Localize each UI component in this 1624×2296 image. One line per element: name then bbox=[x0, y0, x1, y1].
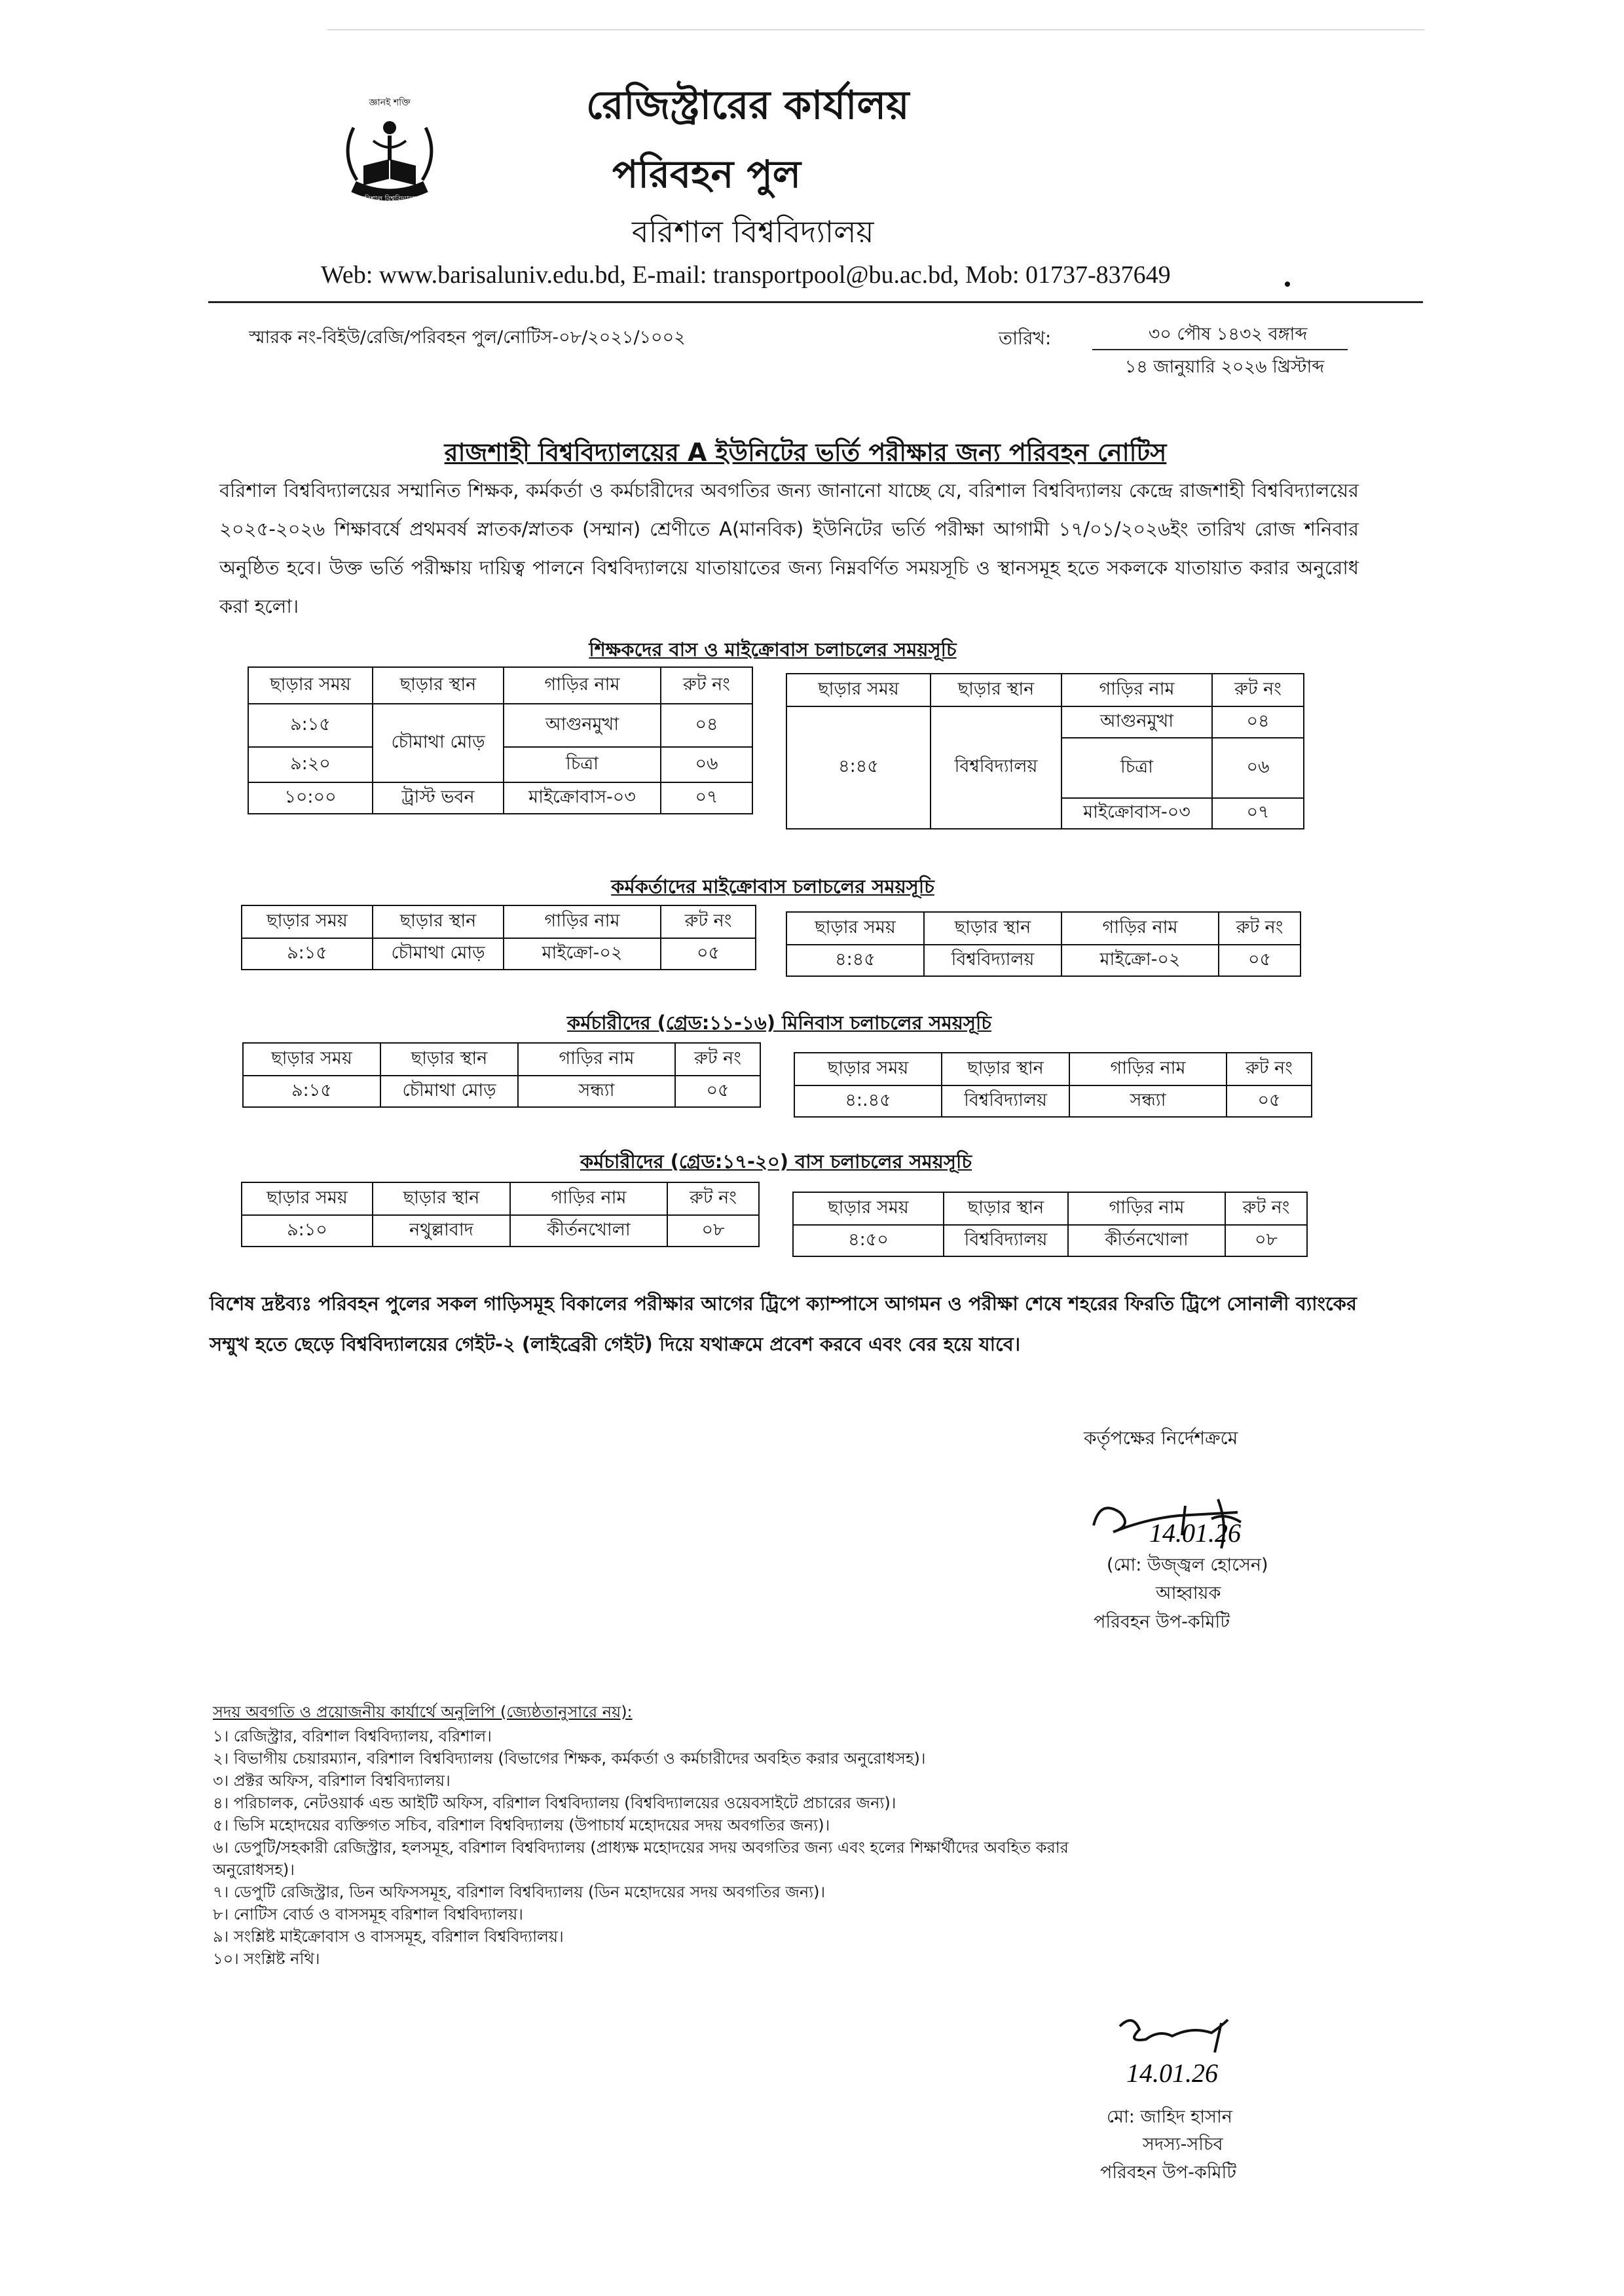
list-item: ২। বিভাগীয় চেয়ারম্যান, বরিশাল বিশ্ববিদ্যালয় (বিভাগের শিক্ষক, কর্মকর্তা ও কর্মচারীদের অবহিত করার অনুরোধসহ)। bbox=[213, 1749, 926, 1768]
route-number: ০৪ bbox=[661, 704, 752, 747]
col-header: ছাড়ার স্থান bbox=[942, 1053, 1069, 1085]
signatory-2-name: মো: জাহিদ হাসান bbox=[1107, 2107, 1232, 2127]
vehicle-name: মাইক্রোবাস-০৩ bbox=[504, 782, 661, 814]
dot-mark bbox=[1285, 282, 1290, 287]
vehicle-name: মাইক্রোবাস-০৩ bbox=[1061, 798, 1212, 829]
date-bangla: ৩০ পৌষ ১৪৩২ বঙ্গাব্দ bbox=[1148, 324, 1308, 344]
logo-name: বরিশাল বিশ্ববিদ্যালয় bbox=[360, 194, 419, 203]
vehicle-name: সন্ধ্যা bbox=[1069, 1085, 1227, 1117]
col-header: রুট নং bbox=[661, 667, 752, 704]
col-header: ছাড়ার সময় bbox=[242, 1182, 373, 1215]
signatory-1-name: (মো: উজ্জ্বল হোসেন) bbox=[1107, 1555, 1268, 1575]
staff-17-20-return-table bbox=[792, 1192, 1308, 1257]
staff-11-16-depart-table bbox=[242, 1042, 761, 1108]
list-item: ১০। সংশ্লিষ্ট নথি। bbox=[213, 1950, 320, 1968]
col-header: গাড়ির নাম bbox=[1069, 1053, 1227, 1085]
notice-title-text: রাজশাহী বিশ্ববিদ্যালয়ের A ইউনিটের ভর্তি পরীক্ষার জন্য পরিবহন নোটিস bbox=[444, 438, 1167, 467]
officers-return-table bbox=[786, 911, 1301, 977]
special-note: বিশেষ দ্রষ্টব্যঃ পরিবহন পুলের সকল গাড়িসমূহ বিকালের পরীক্ষার আগের ট্রিপে ক্যাম্পাসে আগমন ও পরীক্ষা শেষে শহরের ফিরতি ট্রিপে সোনালী ব্যাংকের সম্মুখ হতে ছেড়ে বিশ্ববিদ্যালয়ের গেইট-২ (লাইব্রেরী গেইট) দিয়ে যথাক্রমে প্রবেশ করবে এবং বের হয়ে যাবে। bbox=[210, 1292, 1357, 1355]
route-number: ০৬ bbox=[1212, 738, 1304, 798]
route-number: ০৫ bbox=[661, 938, 756, 970]
header-rule bbox=[208, 301, 1423, 303]
col-header: ছাড়ার স্থান bbox=[931, 674, 1061, 706]
notice-body: বরিশাল বিশ্ববিদ্যালয়ের সম্মানিত শিক্ষক, কর্মকর্তা ও কর্মচারীদের অবগতির জন্য জানানো যাচ্ছে যে, বরিশাল বিশ্ববিদ্যালয় কেন্দ্রে রাজশাহী বিশ্ববিদ্যালয়ের ২০২৫-২০২৬ শিক্ষাবর্ষে প্রথমবর্ষ স্নাতক/স্নাতক (সম্মান) শ্রেণীতে A(মানবিক) ইউনিটের ভর্তি পরীক্ষা আগামী ১৭/০১/২০২৬ইং তারিখ রোজ শনিবার অনুষ্ঠিত হবে। উক্ত ভর্তি পরীক্ষায় দায়িত্ব পালনে বিশ্ববিদ্যালয়ে যাতায়াতের জন্য নিম্নবর্ণিত সময়সূচি ও স্থানসমূহ হতে সকলকে যাতায়াত করার অনুরোধ করা হলো। bbox=[219, 479, 1359, 617]
officers-depart-table bbox=[241, 905, 756, 970]
route-number: ০৫ bbox=[1227, 1085, 1312, 1117]
staff-17-20-caption: কর্মচারীদের (গ্রেড:১৭-২০) বাস চলাচলের সময়সূচি bbox=[580, 1150, 972, 1173]
col-header: ছাড়ার সময় bbox=[793, 1192, 944, 1225]
col-header: রুট নং bbox=[667, 1182, 759, 1215]
depart-place: চৌমাথা মোড় bbox=[380, 1076, 518, 1107]
col-header: রুট নং bbox=[1219, 912, 1301, 945]
col-header: রুট নং bbox=[1227, 1053, 1312, 1085]
signatory-2-committee: পরিবহন উপ-কমিটি bbox=[1100, 2162, 1236, 2183]
col-header: ছাড়ার সময় bbox=[794, 1053, 942, 1085]
depart-place: নথুল্লাবাদ bbox=[373, 1215, 510, 1247]
col-header: ছাড়ার সময় bbox=[248, 667, 373, 704]
col-header: ছাড়ার স্থান bbox=[373, 1182, 510, 1215]
officers-caption: কর্মকর্তাদের মাইক্রোবাস চলাচলের সময়সূচি bbox=[611, 875, 934, 898]
signatory-2-role: সদস্য-সচিব bbox=[1143, 2134, 1223, 2155]
depart-time: ৯:১৫ bbox=[248, 704, 373, 747]
list-item: ৬। ডেপুটি/সহকারী রেজিস্ট্রার, হলসমূহ, বরিশাল বিশ্ববিদ্যালয় (প্রাধ্যক্ষ মহোদয়ের সদয় অবগতির জন্য এবং হলের শিক্ষার্থীদের অবহিত করার অনুরোধসহ)। bbox=[213, 1838, 1069, 1879]
route-number: ০৭ bbox=[661, 782, 752, 814]
university-name: বরিশাল বিশ্ববিদ্যালয় bbox=[632, 214, 874, 249]
signature-2-date: 14.01.26 bbox=[1126, 2058, 1218, 2088]
vehicle-name: কীর্তনখোলা bbox=[510, 1215, 667, 1247]
col-header: গাড়ির নাম bbox=[518, 1043, 675, 1076]
list-item: ৯। সংশ্লিষ্ট মাইক্রোবাস ও বাসসমূহ, বরিশাল বিশ্ববিদ্যালয়। bbox=[213, 1927, 564, 1946]
list-item: ১। রেজিস্ট্রার, বরিশাল বিশ্ববিদ্যালয়, বরিশাল। bbox=[213, 1727, 492, 1745]
col-header: গাড়ির নাম bbox=[1068, 1192, 1225, 1225]
date-divider bbox=[1092, 349, 1348, 350]
copies-list bbox=[213, 1725, 1077, 1970]
notice-title bbox=[249, 433, 1362, 475]
vehicle-name: আগুনমুখা bbox=[504, 704, 661, 747]
university-logo bbox=[327, 88, 452, 219]
staff-11-16-return-table bbox=[794, 1052, 1312, 1118]
depart-place: ট্রাস্ট ভবন bbox=[373, 782, 504, 814]
col-header: রুট নং bbox=[661, 905, 756, 938]
col-header: ছাড়ার স্থান bbox=[924, 912, 1061, 945]
route-number: ০৮ bbox=[667, 1215, 759, 1247]
col-header: ছাড়ার স্থান bbox=[944, 1192, 1068, 1225]
return-place: বিশ্ববিদ্যালয় bbox=[942, 1085, 1069, 1117]
col-header: রুট নং bbox=[1225, 1192, 1307, 1225]
staff-11-16-caption: কর্মচারীদের (গ্রেড:১১-১৬) মিনিবাস চলাচলের সময়সূচি bbox=[567, 1011, 991, 1034]
pool-title: পরিবহন পুল bbox=[612, 152, 802, 196]
signature-1-date: 14.01.26 bbox=[1149, 1518, 1241, 1548]
list-item: ৪। পরিচালক, নেটওয়ার্ক এন্ড আইটি অফিস, বরিশাল বিশ্ববিদ্যালয় (বিশ্ববিদ্যালয়ের ওয়েবসাইটে প্রচারের জন্য)। bbox=[213, 1794, 896, 1812]
route-number: ০৮ bbox=[1225, 1225, 1307, 1256]
vehicle-name: কীর্তনখোলা bbox=[1068, 1225, 1225, 1256]
return-time: ৪:.৪৫ bbox=[794, 1085, 942, 1117]
col-header: ছাড়ার সময় bbox=[786, 912, 924, 945]
teachers-return-table bbox=[786, 673, 1304, 829]
signature-1-image bbox=[1087, 1486, 1349, 1558]
vehicle-name: চিত্রা bbox=[504, 747, 661, 782]
route-number: ০৪ bbox=[1212, 706, 1304, 738]
list-item: ৩। প্রক্টর অফিস, বরিশাল বিশ্ববিদ্যালয়। bbox=[213, 1772, 451, 1790]
vehicle-name: আগুনমুখা bbox=[1061, 706, 1212, 738]
signature-2-image bbox=[1107, 2007, 1303, 2098]
col-header: ছাড়ার স্থান bbox=[373, 667, 504, 704]
depart-time: ৯:১০ bbox=[242, 1215, 373, 1247]
col-header: ছাড়ার সময় bbox=[243, 1043, 380, 1076]
return-time: ৪:৫০ bbox=[793, 1225, 944, 1256]
teachers-depart-table bbox=[248, 666, 753, 814]
col-header: ছাড়ার সময় bbox=[242, 905, 373, 938]
authority-order: কর্তৃপক্ষের নির্দেশক্রমে bbox=[1084, 1427, 1238, 1449]
col-header: রুট নং bbox=[675, 1043, 760, 1076]
col-header: গাড়ির নাম bbox=[504, 667, 661, 704]
route-number: ০৭ bbox=[1212, 798, 1304, 829]
col-header: গাড়ির নাম bbox=[504, 905, 661, 938]
contact-line: Web: www.barisaluniv.edu.bd, E-mail: transportpool@bu.ac.bd, Mob: 01737-837649 bbox=[321, 261, 1171, 289]
date-gregorian: ১৪ জানুয়ারি ২০২৬ খ্রিস্টাব্দ bbox=[1124, 357, 1325, 377]
route-number: ০৬ bbox=[661, 747, 752, 782]
col-header: ছাড়ার স্থান bbox=[373, 905, 504, 938]
teachers-caption: শিক্ষকদের বাস ও মাইক্রোবাস চলাচলের সময়সূচি bbox=[589, 638, 957, 661]
memo-reference: স্মারক নং-বিইউ/রেজি/পরিবহন পুল/নোটিস-০৮/২০২১/১০০২ bbox=[249, 327, 686, 348]
route-number: ০৫ bbox=[675, 1076, 760, 1107]
date-label: তারিখ: bbox=[999, 327, 1052, 349]
list-item: ৮। নোটিস বোর্ড ও বাসসমূহ বরিশাল বিশ্ববিদ্যালয়। bbox=[213, 1905, 523, 1923]
depart-place: চৌমাথা মোড় bbox=[373, 938, 504, 970]
top-rule bbox=[327, 29, 1424, 30]
return-place: বিশ্ববিদ্যালয় bbox=[931, 706, 1061, 829]
depart-time: ১০:০০ bbox=[248, 782, 373, 814]
return-place: বিশ্ববিদ্যালয় bbox=[924, 945, 1061, 976]
return-time: ৪:৪৫ bbox=[786, 945, 924, 976]
depart-time: ৯:২০ bbox=[248, 747, 373, 782]
return-time: ৪:৪৫ bbox=[786, 706, 931, 829]
office-title: রেজিস্ট্রারের কার্যালয় bbox=[586, 82, 910, 128]
copies-heading: সদয় অবগতি ও প্রয়োজনীয় কার্যার্থে অনুলিপি (জ্যেষ্ঠতানুসারে নয়): bbox=[213, 1703, 633, 1721]
vehicle-name: মাইক্রো-০২ bbox=[504, 938, 661, 970]
col-header: গাড়ির নাম bbox=[1061, 912, 1219, 945]
list-item: ৭। ডেপুটি রেজিস্ট্রার, ডিন অফিসসমূহ, বরিশাল বিশ্ববিদ্যালয় (ডিন মহোদয়ের সদয় অবগতির জন্য)। bbox=[213, 1883, 826, 1901]
col-header: ছাড়ার স্থান bbox=[380, 1043, 518, 1076]
col-header: গাড়ির নাম bbox=[510, 1182, 667, 1215]
return-place: বিশ্ববিদ্যালয় bbox=[944, 1225, 1068, 1256]
col-header: রুট নং bbox=[1212, 674, 1304, 706]
staff-17-20-depart-table bbox=[241, 1182, 760, 1247]
logo-motto: জ্ঞানই শক্তি bbox=[369, 98, 411, 108]
depart-place: চৌমাথা মোড় bbox=[373, 704, 504, 782]
col-header: ছাড়ার সময় bbox=[786, 674, 931, 706]
signatory-1-committee: পরিবহন উপ-কমিটি bbox=[1094, 1612, 1230, 1632]
depart-time: ৯:১৫ bbox=[242, 938, 373, 970]
col-header: গাড়ির নাম bbox=[1061, 674, 1212, 706]
vehicle-name: মাইক্রো-০২ bbox=[1061, 945, 1219, 976]
signatory-1-role: আহ্বায়ক bbox=[1156, 1583, 1221, 1603]
route-number: ০৫ bbox=[1219, 945, 1301, 976]
vehicle-name: চিত্রা bbox=[1061, 738, 1212, 798]
depart-time: ৯:১৫ bbox=[243, 1076, 380, 1107]
vehicle-name: সন্ধ্যা bbox=[518, 1076, 675, 1107]
list-item: ৫। ভিসি মহোদয়ের ব্যক্তিগত সচিব, বরিশাল বিশ্ববিদ্যালয় (উপাচার্য মহোদয়ের সদয় অবগতির জন্য)। bbox=[213, 1816, 830, 1834]
